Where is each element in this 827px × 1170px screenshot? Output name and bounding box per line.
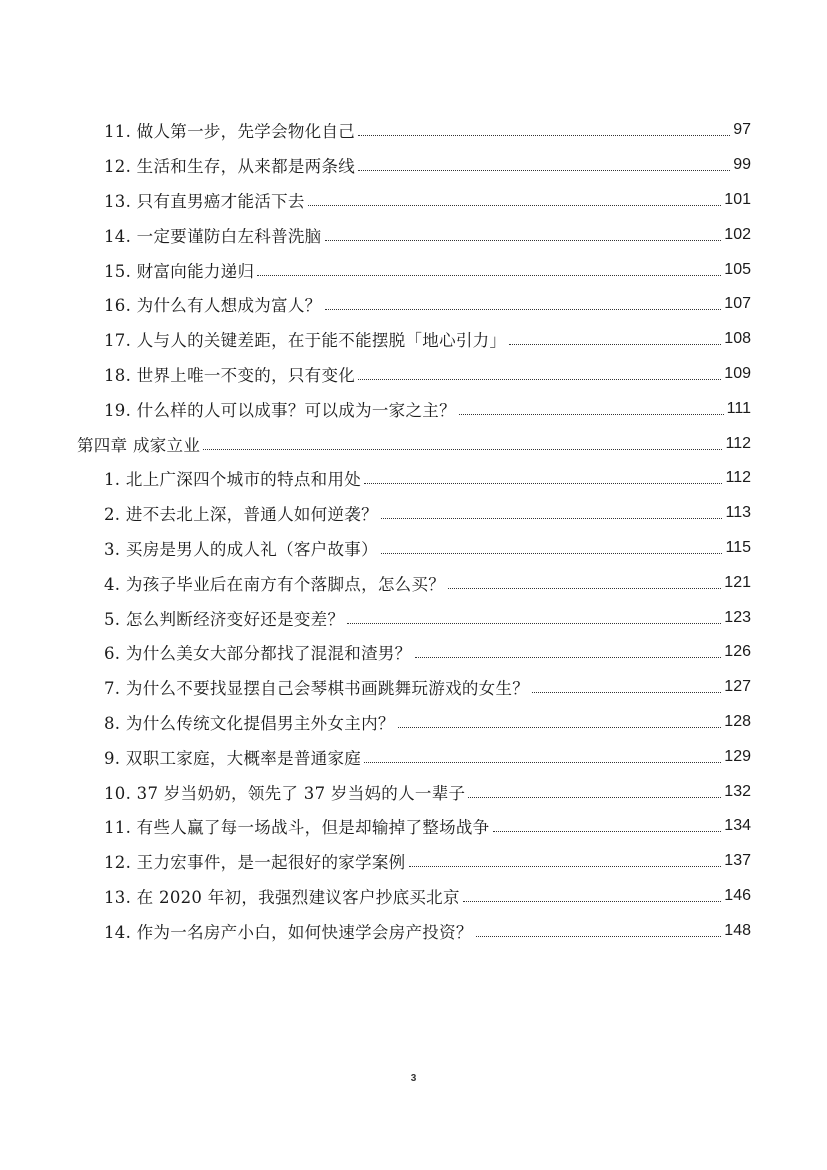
dot-leader <box>509 343 721 345</box>
toc-chapter-entry[interactable] <box>0 426 827 461</box>
toc-entry[interactable] <box>0 113 827 148</box>
table-of-contents <box>0 113 827 948</box>
dot-leader <box>364 761 721 763</box>
dot-leader <box>203 448 722 450</box>
toc-entry-page: 112 <box>725 469 751 487</box>
toc-entry-page: 115 <box>725 538 751 556</box>
toc-entry-title: 18. 世界上唯一不变的，只有变化 <box>104 365 356 385</box>
toc-entry-page: 132 <box>724 782 751 800</box>
toc-entry[interactable] <box>0 705 827 740</box>
toc-entry[interactable] <box>0 635 827 670</box>
toc-entry[interactable] <box>0 670 827 705</box>
toc-entry-title: 12. 生活和生存，从来都是两条线 <box>104 157 356 177</box>
toc-entry[interactable] <box>0 391 827 426</box>
toc-entry-title: 8. 为什么传统文化提倡男主外女主内？ <box>104 713 395 733</box>
page-number: 3 <box>410 1073 417 1084</box>
toc-entry[interactable] <box>0 322 827 357</box>
dot-leader <box>308 204 722 206</box>
dot-leader <box>415 656 722 658</box>
toc-entry[interactable] <box>0 252 827 287</box>
dot-leader <box>358 134 730 136</box>
toc-entry-page: 146 <box>724 886 751 904</box>
toc-entry-title: 13. 在 2020 年初，我强烈建议客户抄底买北京 <box>104 887 460 907</box>
toc-entry-title: 第四章 成家立业 <box>77 435 201 455</box>
toc-entry-page: 105 <box>724 260 751 278</box>
dot-leader <box>358 169 730 171</box>
toc-entry-page: 97 <box>733 121 751 139</box>
toc-entry-title: 11. 有些人赢了每一场战斗，但是却输掉了整场战争 <box>104 818 490 838</box>
toc-entry-page: 123 <box>724 608 751 626</box>
toc-entry-page: 134 <box>724 817 751 835</box>
dot-leader <box>381 517 723 519</box>
toc-entry-page: 102 <box>724 225 751 243</box>
toc-entry-title: 1. 北上广深四个城市的特点和用处 <box>104 470 362 490</box>
toc-entry[interactable] <box>0 600 827 635</box>
toc-entry-title: 19. 什么样的人可以成事？可以成为一家之主？ <box>104 400 456 420</box>
toc-entry[interactable] <box>0 461 827 496</box>
dot-leader <box>398 726 722 728</box>
toc-entry-page: 137 <box>724 852 751 870</box>
toc-entry-page: 111 <box>726 399 751 417</box>
dot-leader <box>532 691 721 693</box>
dot-leader <box>493 830 722 832</box>
toc-entry[interactable] <box>0 913 827 948</box>
toc-entry-page: 129 <box>724 747 751 765</box>
toc-entry[interactable] <box>0 739 827 774</box>
toc-entry-page: 107 <box>724 295 751 313</box>
toc-entry-title: 5. 怎么判断经济变好还是变差？ <box>104 609 345 629</box>
toc-entry-title: 3. 买房是男人的成人礼（客户故事） <box>104 539 378 559</box>
toc-entry[interactable] <box>0 496 827 531</box>
toc-entry-page: 112 <box>725 434 751 452</box>
toc-entry[interactable] <box>0 148 827 183</box>
dot-leader <box>448 587 721 589</box>
toc-entry[interactable] <box>0 531 827 566</box>
toc-entry-title: 4. 为孩子毕业后在南方有个落脚点，怎么买？ <box>104 574 446 594</box>
toc-entry-title: 11. 做人第一步，先学会物化自己 <box>104 122 356 142</box>
toc-entry-page: 121 <box>724 573 751 591</box>
toc-entry-title: 13. 只有直男癌才能活下去 <box>104 191 305 211</box>
toc-entry-title: 16. 为什么有人想成为富人？ <box>104 296 322 316</box>
toc-entry-page: 127 <box>724 678 751 696</box>
toc-entry-page: 99 <box>733 156 751 174</box>
toc-entry[interactable] <box>0 879 827 914</box>
toc-entry-page: 113 <box>725 504 751 522</box>
toc-entry-page: 108 <box>724 330 751 348</box>
toc-entry[interactable] <box>0 844 827 879</box>
dot-leader <box>409 865 722 867</box>
toc-entry-title: 14. 一定要谨防白左科普洗脑 <box>104 226 322 246</box>
toc-entry-title: 17. 人与人的关键差距，在于能不能摆脱「地心引力」 <box>104 331 507 351</box>
toc-entry-title: 12. 王力宏事件，是一起很好的家学案例 <box>104 853 406 873</box>
toc-entry-page: 101 <box>724 190 751 208</box>
toc-entry[interactable] <box>0 217 827 252</box>
toc-entry[interactable] <box>0 809 827 844</box>
dot-leader <box>364 482 722 484</box>
dot-leader <box>325 239 722 241</box>
toc-entry[interactable] <box>0 287 827 322</box>
toc-entry-title: 9. 双职工家庭，大概率是普通家庭 <box>104 748 362 768</box>
dot-leader <box>476 935 722 937</box>
dot-leader <box>381 552 723 554</box>
toc-entry-title: 10. 37 岁当奶奶，领先了 37 岁当妈的人一辈子 <box>104 783 466 803</box>
dot-leader <box>347 622 721 624</box>
toc-entry-title: 14. 作为一名房产小白，如何快速学会房产投资？ <box>104 922 473 942</box>
toc-entry[interactable] <box>0 357 827 392</box>
dot-leader <box>358 378 721 380</box>
toc-entry[interactable] <box>0 774 827 809</box>
toc-entry-title: 6. 为什么美女大部分都找了混混和渣男？ <box>104 644 412 664</box>
toc-entry-page: 126 <box>724 643 751 661</box>
dot-leader <box>468 796 721 798</box>
toc-entry-page: 148 <box>724 921 751 939</box>
toc-entry[interactable] <box>0 565 827 600</box>
toc-entry-title: 2. 进不去北上深，普通人如何逆袭？ <box>104 505 378 525</box>
dot-leader <box>257 274 721 276</box>
dot-leader <box>463 900 722 902</box>
toc-entry-title: 7. 为什么不要找显摆自己会琴棋书画跳舞玩游戏的女生？ <box>104 679 530 699</box>
toc-entry-page: 109 <box>724 364 751 382</box>
toc-entry[interactable] <box>0 183 827 218</box>
dot-leader <box>459 413 724 415</box>
toc-entry-page: 128 <box>724 712 751 730</box>
dot-leader <box>325 308 722 310</box>
toc-entry-title: 15. 财富向能力递归 <box>104 261 255 281</box>
